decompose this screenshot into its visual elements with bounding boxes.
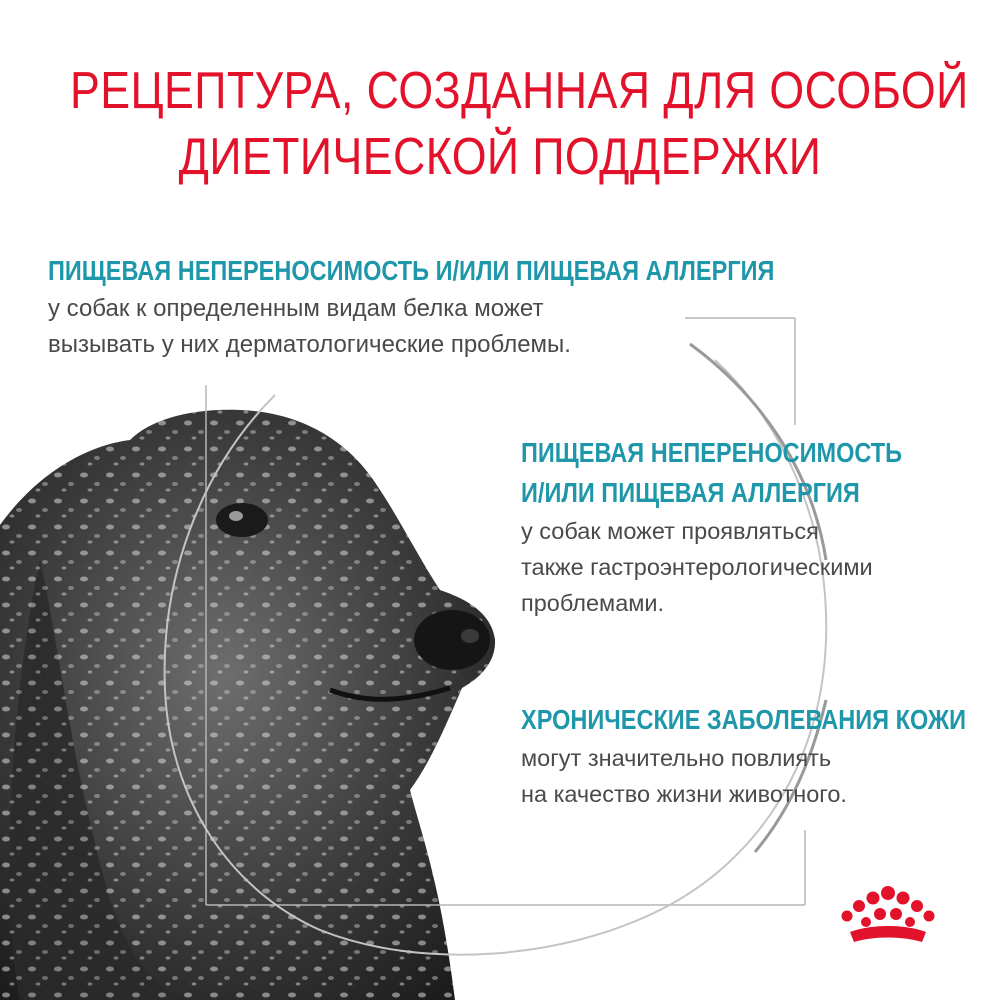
block-heading: И/ИЛИ ПИЩЕВАЯ АЛЛЕРГИЯ [521, 477, 860, 508]
info-block-gastro [521, 433, 975, 621]
info-block-skin-allergy [48, 251, 913, 363]
title-line-2: ДИЕТИЧЕСКОЙ ПОДДЕРЖКИ [178, 128, 822, 186]
block-text-line: могут значительно повлиять [521, 745, 832, 771]
block-heading: ПИЩЕВАЯ НЕПЕРЕНОСИМОСТЬ [521, 437, 903, 468]
page-title [70, 58, 969, 190]
block-heading: ХРОНИЧЕСКИЕ ЗАБОЛЕВАНИЯ КОЖИ [521, 704, 967, 735]
dog-eye [216, 503, 268, 537]
block-text-line: также гастроэнтерологическими [521, 554, 873, 580]
crown-logo [836, 884, 940, 950]
block-text-line: вызывать у них дерматологические проблемы. [48, 331, 571, 358]
info-block-chronic-skin [521, 700, 1000, 812]
block-text-line: на качество жизни животного. [521, 781, 847, 807]
block-heading: ПИЩЕВАЯ НЕПЕРЕНОСИМОСТЬ И/ИЛИ ПИЩЕВАЯ АЛЛЕРГИЯ [48, 255, 775, 286]
block-text-line: у собак к определенным видам белка может [48, 295, 544, 322]
block-text-line: проблемами. [521, 590, 665, 616]
title-line-1: РЕЦЕПТУРА, СОЗДАННАЯ ДЛЯ ОСОБОЙ [70, 62, 969, 120]
dog-nose [414, 610, 490, 670]
block-text-line: у собак может проявляться [521, 518, 819, 544]
dog-photo [0, 410, 495, 1000]
